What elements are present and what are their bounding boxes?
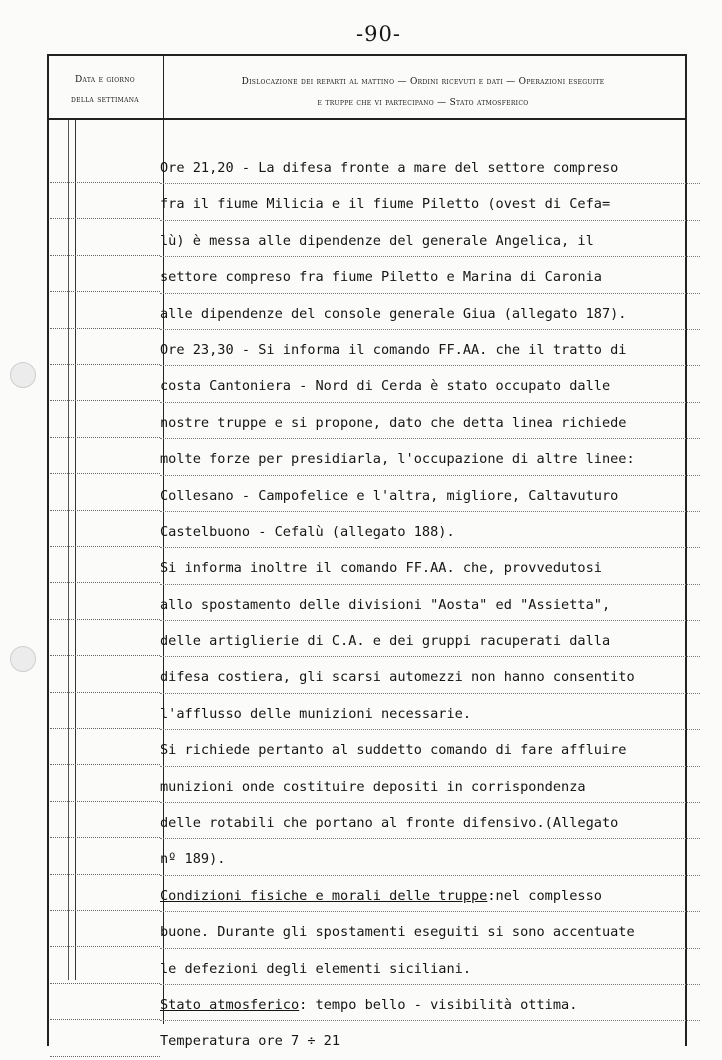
- date-dotted-rule: [50, 328, 160, 329]
- diary-line: l'afflusso delle munizioni necessarie.: [160, 694, 700, 730]
- diary-line: settore compreso fra fiume Piletto e Marina di Caronia: [160, 257, 700, 293]
- diary-line: delle artiglierie di C.A. e dei gruppi racuperati dalla: [160, 621, 700, 657]
- diary-line: Si informa inoltre il comando FF.AA. che, provvedutosi: [160, 548, 700, 584]
- date-dotted-rule: [50, 655, 160, 656]
- date-dotted-rule: [50, 728, 160, 729]
- date-column-header: [47, 70, 163, 110]
- main-header-line-2: e truppe che vi partecipano — Stato atmosferico: [317, 98, 529, 108]
- diary-line: Collesano - Campofelice e l'altra, migliore, Caltavuturo: [160, 476, 700, 512]
- date-header-line-1: Data e giorno: [75, 75, 135, 85]
- diary-text-body: [160, 148, 700, 1058]
- diary-line: alle dipendenze del console generale Giua (allegato 187).: [160, 294, 700, 330]
- diary-line: difesa costiera, gli scarsi automezzi non hanno consentito: [160, 657, 700, 693]
- date-dotted-rule: [50, 983, 160, 984]
- date-dotted-rule: [50, 255, 160, 256]
- date-dotted-rule: [50, 437, 160, 438]
- date-header-line-2: della settimana: [71, 95, 139, 105]
- date-dotted-rule: [50, 218, 160, 219]
- diary-line: Si richiede pertanto al suddetto comando di fare affluire: [160, 730, 700, 766]
- diary-line: Condizioni fisiche e morali delle truppe:nel complesso: [160, 876, 700, 912]
- date-dotted-rule: [50, 400, 160, 401]
- date-dotted-rule: [50, 910, 160, 911]
- punch-hole-icon: [10, 362, 36, 388]
- date-dotted-rule: [50, 546, 160, 547]
- diary-line: delle rotabili che portano al fronte difensivo.(Allegato: [160, 803, 700, 839]
- diary-line: Castelbuono - Cefalù (allegato 188).: [160, 512, 700, 548]
- date-dotted-rule: [50, 582, 160, 583]
- diary-line: nostre truppe e si propone, dato che detta linea richiede: [160, 403, 700, 439]
- date-dotted-rule: [50, 946, 160, 947]
- date-dotted-rule: [50, 510, 160, 511]
- date-dotted-rule: [50, 1019, 160, 1020]
- date-dotted-rule: [50, 619, 160, 620]
- punch-hole-icon: [10, 646, 36, 672]
- diary-line: munizioni onde costituire depositi in corrispondenza: [160, 767, 700, 803]
- date-dotted-rule: [50, 837, 160, 838]
- date-dotted-rule: [50, 364, 160, 365]
- diary-line: Ore 23,30 - Si informa il comando FF.AA. che il tratto di: [160, 330, 700, 366]
- header-rule: [47, 118, 685, 120]
- date-dotted-rule: [50, 874, 160, 875]
- diary-line: allo spostamento delle divisioni "Aosta" ed "Assietta",: [160, 585, 700, 621]
- diary-line: buone. Durante gli spostamenti eseguiti si sono accentuate: [160, 912, 700, 948]
- date-column-rule-secondary: [68, 120, 69, 980]
- main-header-line-1: Dislocazione dei reparti al mattino — Ordini ricevuti e dati — Operazioni eseguite: [241, 77, 605, 87]
- diary-line: nº 189).: [160, 839, 700, 875]
- date-column-rule: [75, 120, 76, 980]
- diary-line: fra il fiume Milicia e il fiume Piletto (ovest di Cefa=: [160, 184, 700, 220]
- diary-line: le defezioni degli elementi siciliani.: [160, 949, 700, 985]
- main-column-header: [163, 72, 683, 114]
- date-dotted-rule: [50, 801, 160, 802]
- diary-line: molte forze per presidiarla, l'occupazione di altre linee:: [160, 439, 700, 475]
- date-dotted-rule: [50, 182, 160, 183]
- date-dotted-rule: [50, 692, 160, 693]
- date-dotted-rule: [50, 764, 160, 765]
- diary-line: Temperatura ore 7 ÷ 21: [160, 1033, 341, 1050]
- date-dotted-rule: [50, 1056, 160, 1057]
- page-number: -90-: [356, 22, 401, 46]
- diary-line: Ore 21,20 - La difesa fronte a mare del settore compreso: [160, 148, 700, 184]
- diary-line: lù) è messa alle dipendenze del generale Angelica, il: [160, 221, 700, 257]
- date-dotted-rule: [50, 291, 160, 292]
- date-dotted-rule: [50, 473, 160, 474]
- diary-line: Stato atmosferico: tempo bello - visibilità ottima.: [160, 985, 700, 1021]
- diary-line: costa Cantoniera - Nord di Cerda è stato occupato dalle: [160, 366, 700, 402]
